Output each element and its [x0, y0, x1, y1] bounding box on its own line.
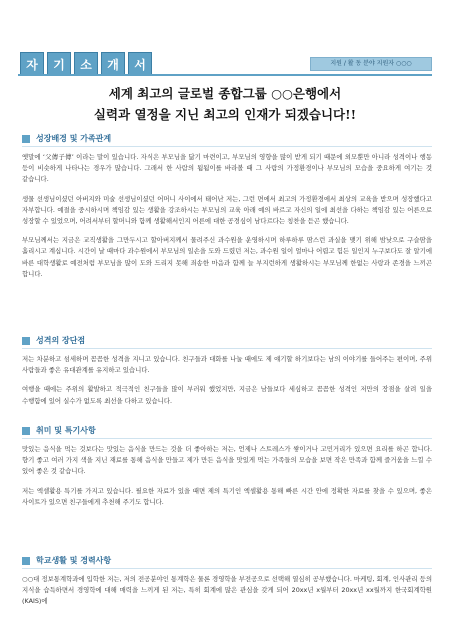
paragraph: 옛말에 ‘父傳子傳’ 이라는 말이 있습니다. 자식은 부모님을 닮기 마련이고, 부모님의 영향을 많이 받게 되기 때문에 외모뿐만 아니라 성격이나 행동 등이 비슷하게 나타나는 경우가 많습니다. 그래서 한 사람의 됨됨이를 바라볼 때 그 사람의 가정환경이나 부모님의 모습을 중요하게 여기는 것 같습니다. — [22, 153, 432, 184]
section-divider — [22, 568, 432, 569]
section-divider — [22, 438, 432, 439]
section-growth-family — [22, 126, 432, 288]
section-school-career — [22, 548, 432, 616]
headline-line-1: 세계 최고의 글로벌 종합그룹 ○○은행에서 — [108, 86, 342, 101]
title-char: 개 — [101, 52, 125, 76]
paragraph: 저는 차분하고 섬세하며 꼼꼼한 성격을 지니고 있습니다. 친구들과 대화를 나눌 때에도 제 얘기할 하기보다는 남의 이야기를 들어주는 편이며, 주위 사람들과 좋은 유대관계를 유지하고 있습니다. — [22, 355, 432, 375]
section-title: 취미 및 특기사항 — [22, 425, 106, 437]
section-divider — [22, 146, 432, 147]
title-char: 서 — [128, 52, 152, 76]
section-hobbies — [22, 418, 432, 516]
title-char: 자 — [20, 52, 44, 76]
paragraph: 생물 선생님이셨던 아버지와 미술 선생님이셨던 어머니 사이에서 태어난 저는, 그런 면에서 최고의 가정환경에서 최상의 교육을 받으며 성장했다고 자부합니다. 예절을 중시하시며 책임감 있는 생활을 강조하시는 부모님의 교육 아래 예의 바르고 자신의 일에 최선을 다하는 책임감 있는 어른으로 성장할 수 있었으며, 어려서부터 할머니와 함께 생활해서인지 어른에 대한 공경심이 남다르다는 칭찬을 듣곤 했습니다. — [22, 194, 432, 226]
section-title: 성장배경 및 가족관계 — [22, 133, 121, 145]
section-title: 학교생활 및 경력사항 — [22, 555, 121, 567]
paragraph: 부모님께서는 지금은 교직생활을 그만두시고 할아버지께서 물려주신 과수원을 운영하시며 하루하루 땀스런 과실을 맺기 위해 밤낮으로 구슬땀을 흘리시고 계십니다. 시간이 날 때마다 과수원에서 부모님의 일손을 도와 드렸던 저는, 과수원 일이 얼마나 어렵고 힘든 일인지 누구보다도 잘 알기에 바른 대학생활로 예전처럼 부모님을 많이 도와 드리지 못해 죄송한 마음과 함께 늘 부지런하게 생활하시는 부모님께 한없는 사랑과 존경을 느끼곤 합니다. — [22, 236, 432, 278]
section-personality — [22, 328, 432, 415]
applicant-label: 지원 / 활 동 분야 지원자 ○○○ — [310, 57, 432, 71]
paragraph: ○○대 정보통계학과에 입학한 저는, 저의 전공분야인 통계학은 물론 경영학을 부전공으로 선택해 열심히 공부했습니다. 마케팅, 회계, 인사관리 등의 지식을 습득하면서 경영학에 대해 매력을 느끼게 된 저는, 특히 회계에 많은 관심을 갖게 되어 20xx년 x월부터 20xx년 xx월까지 한국회계학원(KAIS)에 — [22, 575, 432, 606]
document-header — [18, 52, 432, 74]
section-divider — [22, 348, 432, 349]
title-char: 소 — [74, 52, 98, 76]
paragraph: 맛있는 음식을 먹는 것보다는 맛있는 음식을 만드는 것을 더 좋아하는 저는, 언제나 스트레스가 쌓이거나 고민거리가 있으면 요리를 하곤 합니다. 향기 좋고 여러 가지 색을 지닌 재료를 통해 음식을 만들고 제가 만든 음식을 맛있게 먹는 가족들의 모습을 보면 작은 만족과 함께 즐거움을 느낄 수 있어 좋은 것 같습니다. — [22, 445, 432, 476]
paragraph: 저는 엑셀활용 특기를 가지고 있습니다. 필요한 자료가 있을 때면 제의 특기인 엑셀활용 통해 빠른 시간 안에 정확한 자료를 찾을 수 있으며, 좋은 사이트가 있으면 친구들에게 추천해 주기도 합니다. — [22, 486, 432, 506]
headline-line-2: 실력과 열정을 지닌 최고의 인재가 되겠습니다!! — [93, 107, 357, 122]
header-divider — [18, 74, 432, 76]
section-title: 성격의 장단점 — [22, 335, 95, 347]
document-title — [20, 52, 152, 76]
title-char: 기 — [47, 52, 71, 76]
paragraph: 여행을 때에는 주위의 활발하고 적극적인 친구들을 많이 부러워 했었지만, 지금은 남들보다 세심하고 꼼꼼한 성격인 저만의 장점을 살려 일을 수행함에 있어 실수가 없도록 최선을 다하고 있습니다. — [22, 385, 432, 405]
